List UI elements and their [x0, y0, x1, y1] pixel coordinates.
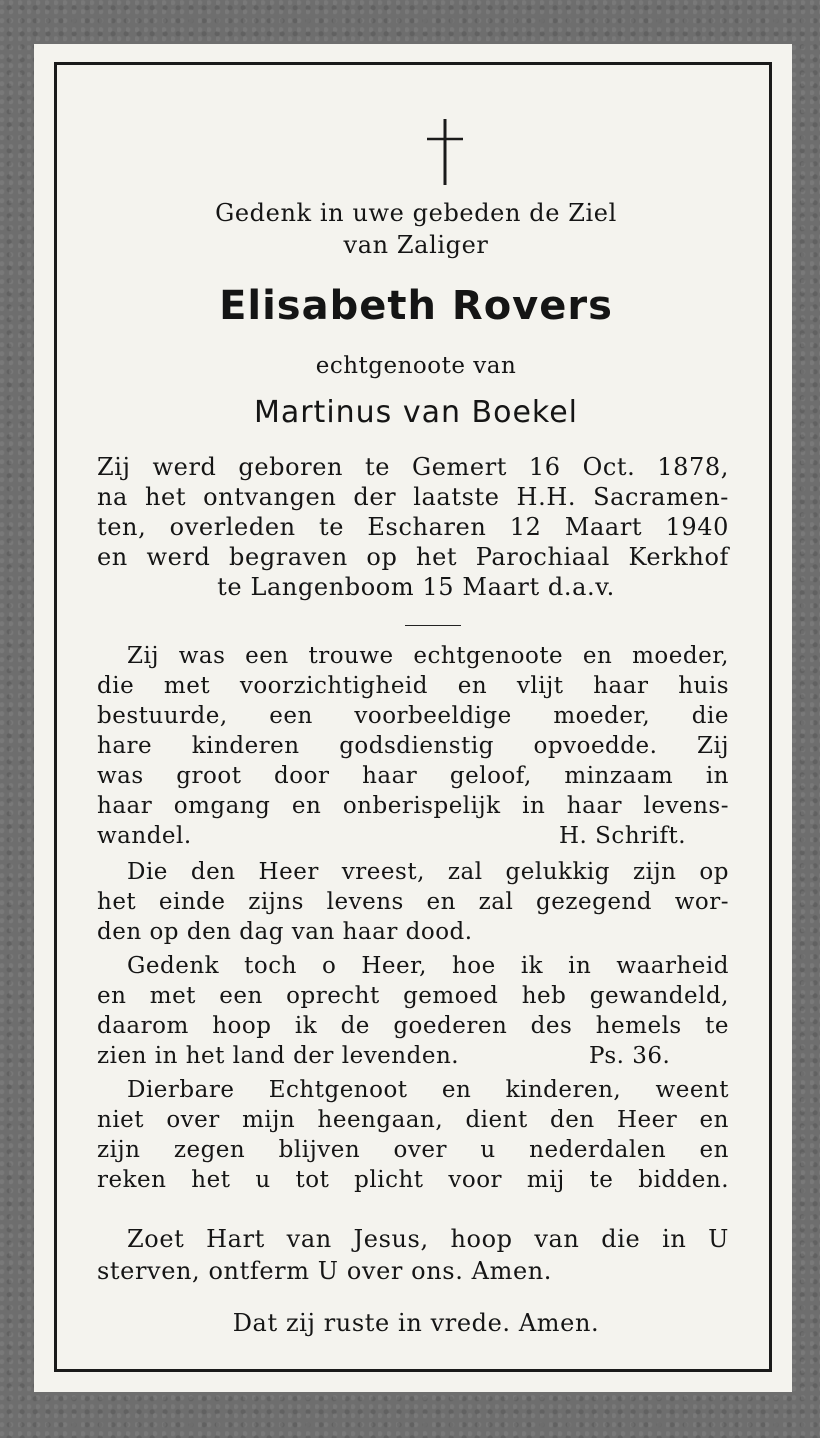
card-border — [54, 62, 772, 1372]
deceased-name: Elisabeth Rovers — [219, 283, 613, 329]
body-line: die met voorzichtigheid en vlijt haar huis — [97, 673, 729, 699]
header-line-1: Gedenk in uwe gebeden de Ziel — [215, 199, 617, 227]
bio-line: te Langenboom 15 Maart d.a.v. — [217, 573, 615, 601]
body-line: den op den dag van haar dood. — [97, 919, 473, 945]
scripture-reference: H. Schrift. — [559, 823, 687, 849]
body-line: en met een oprecht gemoed heb gewandeld, — [97, 983, 729, 1009]
relation-text: echtgenoote van — [315, 353, 517, 379]
divider — [405, 625, 461, 626]
body-line: het einde zijns levens en zal gezegend wor- — [97, 889, 729, 915]
psalm-reference: Ps. 36. — [589, 1043, 671, 1069]
body-line: daarom hoop ik de goederen des hemels te — [97, 1013, 729, 1039]
body-line: was groot door haar geloof, minzaam in — [97, 763, 729, 789]
body-line: zijn zegen blijven over u nederdalen en — [97, 1137, 729, 1163]
body-line: Die den Heer vreest, zal gelukkig zijn op — [127, 859, 729, 885]
body-line: Dierbare Echtgenoot en kinderen, weent — [127, 1077, 729, 1103]
cross-icon — [425, 117, 465, 187]
body-line: Gedenk toch o Heer, hoe ik in waarheid — [127, 953, 729, 979]
prayer-line: Zoet Hart van Jesus, hoop van die in U — [127, 1225, 729, 1253]
header-line-2: van Zaliger — [343, 231, 489, 259]
bio-line: Zij werd geboren te Gemert 16 Oct. 1878, — [97, 453, 729, 481]
body-line: hare kinderen godsdienstig opvoedde. Zij — [97, 733, 729, 759]
memorial-card — [34, 44, 792, 1392]
body-line: reken het u tot plicht voor mij te bidden. — [97, 1167, 729, 1193]
body-line: wandel. — [97, 823, 192, 849]
body-line: haar omgang en onberispelijk in haar levens- — [97, 793, 729, 819]
closing-line: Dat zij ruste in vrede. Amen. — [232, 1309, 600, 1337]
body-line: Zij was een trouwe echtgenoote en moeder, — [127, 643, 729, 669]
prayer-line: sterven, ontferm U over ons. Amen. — [97, 1257, 553, 1285]
bio-line: en werd begraven op het Parochiaal Kerkhof — [97, 543, 729, 571]
spouse-name: Martinus van Boekel — [253, 395, 579, 430]
bio-line: na het ontvangen der laatste H.H. Sacramen- — [97, 483, 729, 511]
body-line: zien in het land der levenden. — [97, 1043, 460, 1069]
body-line: bestuurde, een voorbeeldige moeder, die — [97, 703, 729, 729]
body-line: niet over mijn heengaan, dient den Heer en — [97, 1107, 729, 1133]
bio-line: ten, overleden te Escharen 12 Maart 1940 — [97, 513, 729, 541]
